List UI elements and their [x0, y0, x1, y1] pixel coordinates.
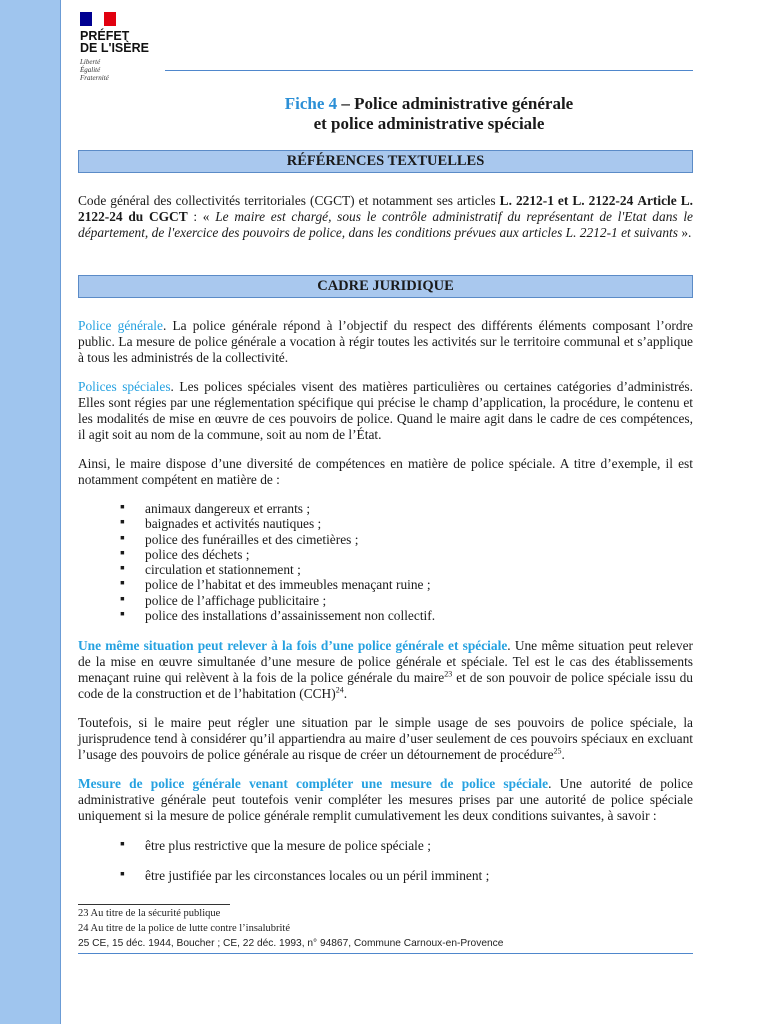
footnote-ref-25: 25 [553, 746, 562, 756]
list-item: ▪ être plus restrictive que la mesure de police spéciale ; [120, 838, 489, 853]
footnote-25: 25 CE, 15 déc. 1944, Boucher ; CE, 22 déc. 1993, n° 94867, Commune Carnoux-en-Provence [78, 938, 504, 949]
meme-situation-lead: Une même situation peut relever à la fois d’une police générale et spéciale [78, 638, 508, 653]
mesure-police-text: . Une autorité de police administrative générale peut toutefois venir compléter les mesures prises par une autorité de police spéciale uniquement si la mesure de police générale remplit cumulativement les deux conditions suivantes, à savoir : [78, 776, 693, 823]
polices-speciales-lead: Polices spéciales [78, 379, 171, 394]
references-quote: Le maire est chargé, sous le contrôle administratif du représentant de l'Etat dans le département, de l'exercice des pouvoirs de police, dans les conditions prévues aux articles L. 2212-1 et suivants [78, 209, 693, 240]
references-paragraph [78, 193, 693, 241]
list-item: ▪ circulation et stationnement ; [120, 562, 435, 577]
mesure-police-paragraph [78, 776, 693, 824]
prefet-line-2: DE L'ISÈRE [80, 41, 149, 55]
toutefois-paragraph [78, 715, 693, 763]
footnote-ref-24: 24 [335, 685, 344, 695]
references-articles: L. 2212-1 et L. 2122-24 [499, 193, 634, 208]
references-heading: RÉFÉRENCES TEXTUELLES [78, 150, 693, 173]
polices-speciales-paragraph [78, 379, 693, 443]
motto-fraternite: Fraternité [80, 74, 109, 82]
left-sidebar-band [0, 0, 61, 1024]
footnote-24: 24 Au titre de la police de lutte contre l’insalubrité [78, 923, 290, 934]
references-quote-close: ». [677, 225, 692, 240]
motto [80, 58, 160, 82]
fiche-number: Fiche 4 [284, 94, 338, 113]
header-rule [165, 70, 693, 71]
list-item: ▪ police des déchets ; [120, 547, 435, 562]
list-item: ▪ police de l’affichage publicitaire ; [120, 593, 435, 608]
footnote-ref-23: 23 [444, 669, 453, 679]
meme-situation-text-2: et de son pouvoir de police spéciale issu du code de la construction et de l’habitation (CCH) [78, 670, 693, 701]
prefet-line-1: PRÉFET [80, 29, 130, 43]
motto-egalite: Égalité [80, 66, 101, 74]
page-title [165, 94, 693, 134]
references-text: Code général des collectivités territoriales (CGCT) et notamment ses articles [78, 193, 500, 208]
footer-rule [78, 953, 693, 954]
french-flag-icon [80, 12, 116, 26]
list-item: ▪ animaux dangereux et errants ; [120, 501, 435, 516]
toutefois-end: . [561, 747, 565, 762]
toutefois-text: Toutefois, si le maire peut régler une situation par le simple usage de ses pouvoirs de police spéciale, la jurisprudence tend à considérer qu’il appartiendra au maire d’user seulement de ces pouvoirs spéciaux en excluant l’usage des pouvoirs de police générale au risque de créer un détournement de procédure [78, 715, 693, 762]
mesure-police-lead: Mesure de police générale venant compléter une mesure de police spéciale [78, 776, 549, 791]
list-item: ▪ baignades et activités nautiques ; [120, 516, 435, 531]
police-generale-text: . La police générale répond à l’objectif du respect des différents éléments composant l’ordre public. La mesure de police générale a vocation à régir toutes les activités sur le territoire communal et s’applique à tous les administrés de la collectivité. [78, 318, 693, 365]
motto-liberte: Liberté [80, 58, 101, 66]
footnote-separator [78, 904, 230, 905]
list-item: ▪ police des funérailles et des cimetières ; [120, 532, 435, 547]
prefecture-logo [80, 12, 160, 82]
title-line-2: et police administrative spéciale [313, 114, 545, 133]
cadre-heading: CADRE JURIDIQUE [78, 275, 693, 298]
police-generale-lead: Police générale [78, 318, 163, 333]
references-article-label: Article L. 2122-24 du CGCT [78, 193, 694, 224]
conditions-list [120, 838, 489, 884]
competences-intro: Ainsi, le maire dispose d’une diversité de compétences en matière de police spéciale. A titre d’exemple, il est notamment compétent en matière de : [78, 456, 693, 487]
references-quote-open: : « [187, 209, 216, 224]
police-generale-paragraph [78, 318, 693, 366]
list-item: ▪ police de l’habitat et des immeubles menaçant ruine ; [120, 577, 435, 592]
title-line-1: – Police administrative générale [337, 94, 574, 113]
list-item: ▪ être justifiée par les circonstances locales ou un péril imminent ; [120, 868, 489, 883]
competences-list [120, 501, 435, 623]
meme-situation-end: . [343, 686, 348, 701]
footnote-23: 23 Au titre de la sécurité publique [78, 908, 221, 919]
polices-speciales-text: . Les polices spéciales visent des matières particulières ou certaines catégories d’administrés. Elles sont régies par une réglementation spécifique qui précise le champ d’application, la procédure, le contenu et les modalités de mise en œuvre de ces pouvoirs de police. Quand le maire agit dans le cadre de ces compétences, il agit soit au nom de la commune, soit au nom de l’État. [78, 379, 693, 442]
meme-situation-paragraph [78, 638, 693, 702]
list-item: ▪ police des installations d’assainissement non collectif. [120, 608, 435, 623]
meme-situation-text: . Une même situation peut relever de la mise en œuvre simultanée d’une mesure de police générale et spéciale. Tel est le cas des établissements menaçant ruine qui relèvent à la fois de la police générale du maire [78, 638, 693, 685]
